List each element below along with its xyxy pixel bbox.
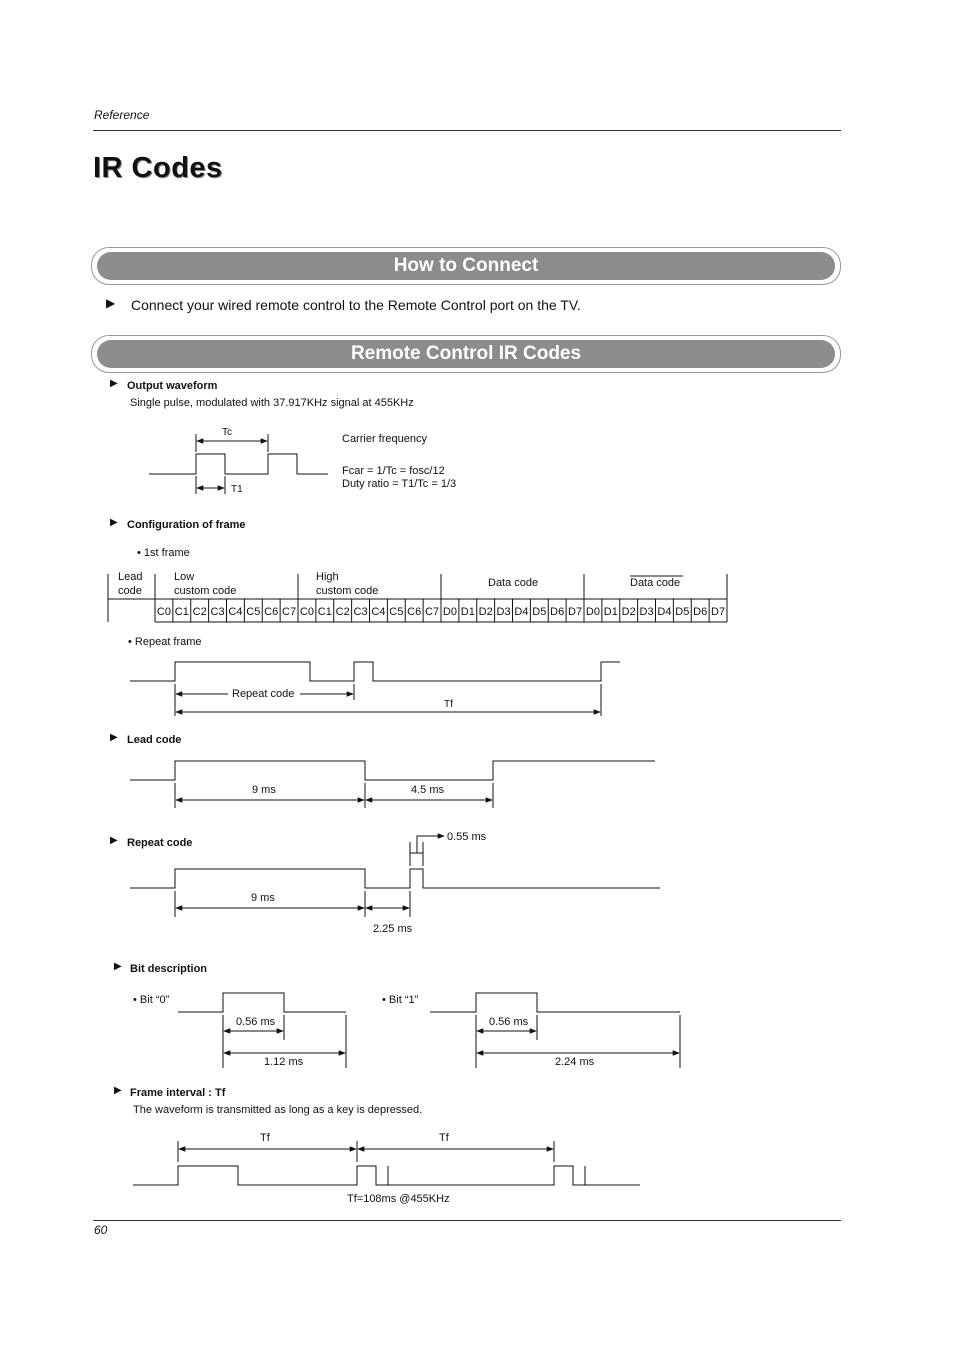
repeat-code-heading: Repeat code xyxy=(127,837,193,849)
repeat-code-label: Repeat code xyxy=(232,688,295,700)
output-waveform-heading: Output waveform xyxy=(127,380,218,392)
frame-cell-d6: D6 xyxy=(693,606,708,618)
first-frame-label: • 1st frame xyxy=(137,547,190,559)
frame-cell-d0: D0 xyxy=(442,606,457,618)
bit1-2.24ms-label: 2.24 ms xyxy=(555,1056,595,1068)
connect-instruction: Connect your wired remote control to the Remote Control port on the TV. xyxy=(131,297,581,313)
frame-cell-c4: C4 xyxy=(228,606,243,618)
repeat-2.25ms-label: 2.25 ms xyxy=(373,923,413,935)
frame-cell-c3: C3 xyxy=(210,606,225,618)
frame-config-heading: Configuration of frame xyxy=(127,519,246,531)
frame-cell-d0: D0 xyxy=(585,606,600,618)
how-to-connect-title: How to Connect xyxy=(97,252,835,280)
frame-cell-d1: D1 xyxy=(460,606,475,618)
high-custom-line2: custom code xyxy=(316,585,379,597)
frame-cell-c5: C5 xyxy=(389,606,404,618)
frame-cell-d6: D6 xyxy=(550,606,565,618)
tf2-label: Tf xyxy=(439,1132,449,1144)
bit0-waveform xyxy=(178,993,346,1012)
frame-cell-d3: D3 xyxy=(496,606,511,618)
frame-cell-c4: C4 xyxy=(371,606,386,618)
frame-cell-c0: C0 xyxy=(156,606,171,618)
bit1-waveform xyxy=(430,993,680,1012)
tf1-label: Tf xyxy=(260,1132,270,1144)
bit1-label: • Bit “1” xyxy=(382,994,419,1006)
data-code-label: Data code xyxy=(488,577,539,589)
repeat-9ms-label: 9 ms xyxy=(251,892,275,904)
carrier-frequency-label: Carrier frequency xyxy=(342,433,427,445)
high-custom-line1: High xyxy=(316,571,339,583)
bullet-triangle-icon: ▶ xyxy=(110,378,118,389)
frame-cell-d5: D5 xyxy=(532,606,547,618)
frame-cell-c1: C1 xyxy=(174,606,189,618)
frame-cell-d5: D5 xyxy=(675,606,690,618)
footer-rule xyxy=(93,1220,841,1221)
frame-cell-c2: C2 xyxy=(192,606,207,618)
frame-cell-d2: D2 xyxy=(478,606,493,618)
page-title: IR Codes xyxy=(93,152,223,184)
bullet-triangle-icon: ▶ xyxy=(110,835,118,846)
frame-cell-d1: D1 xyxy=(603,606,618,618)
lead-code-waveform xyxy=(130,761,655,780)
frame-cell-c7: C7 xyxy=(282,606,297,618)
frame-cell-d4: D4 xyxy=(657,606,672,618)
lead-9ms-label: 9 ms xyxy=(252,784,276,796)
bullet-triangle-icon: ▶ xyxy=(110,732,118,743)
repeat-0.55ms-label: 0.55 ms xyxy=(447,831,487,843)
lead-code-cell-line1: Lead xyxy=(118,571,143,583)
t1-label: T1 xyxy=(231,484,243,495)
frame-cell-d4: D4 xyxy=(514,606,529,618)
repeat-frame-label: • Repeat frame xyxy=(128,636,202,648)
bullet-triangle-icon: ▶ xyxy=(110,517,118,528)
frame-interval-waveform xyxy=(133,1166,640,1185)
bit1-0.56ms-label: 0.56 ms xyxy=(489,1016,529,1028)
frame-cell-c5: C5 xyxy=(246,606,261,618)
frame-cell-c0: C0 xyxy=(299,606,314,618)
data-code-inverted-label: Data code xyxy=(630,577,681,589)
bullet-triangle-icon: ▶ xyxy=(114,1085,122,1096)
tf-note: Tf=108ms @455KHz xyxy=(347,1193,450,1205)
frame-cell-c6: C6 xyxy=(407,606,422,618)
frame-cell-d2: D2 xyxy=(621,606,636,618)
frame-cell-c2: C2 xyxy=(335,606,350,618)
bit-description-heading: Bit description xyxy=(130,963,208,975)
bit0-0.56ms-label: 0.56 ms xyxy=(236,1016,276,1028)
carrier-waveform xyxy=(149,454,328,474)
frame-cell-d7: D7 xyxy=(711,606,726,618)
frame-cell-d3: D3 xyxy=(639,606,654,618)
fcar-formula: Fcar = 1/Tc = fosc/12 xyxy=(342,465,445,477)
bullet-triangle-icon: ▶ xyxy=(106,296,116,310)
frame-cell-c1: C1 xyxy=(317,606,332,618)
repeat-code-waveform xyxy=(130,869,660,888)
lead-code-heading: Lead code xyxy=(127,734,182,746)
remote-codes-title: Remote Control IR Codes xyxy=(97,340,835,368)
bullet-triangle-icon: ▶ xyxy=(114,961,122,972)
frame-cell-c6: C6 xyxy=(264,606,279,618)
page-number: 60 xyxy=(94,1223,108,1237)
bit0-label: • Bit “0” xyxy=(133,994,170,1006)
frame-interval-desc: The waveform is transmitted as long as a key is depressed. xyxy=(133,1104,423,1116)
low-custom-line1: Low xyxy=(174,571,195,583)
tc-label: Tc xyxy=(222,427,232,438)
bit0-1.12ms-label: 1.12 ms xyxy=(264,1056,304,1068)
frame-cell-d7: D7 xyxy=(568,606,583,618)
frame-cell-c3: C3 xyxy=(353,606,368,618)
lead-4.5ms-label: 4.5 ms xyxy=(411,784,445,796)
lead-code-cell-line2: code xyxy=(118,585,142,597)
duty-ratio-formula: Duty ratio = T1/Tc = 1/3 xyxy=(342,478,457,490)
frame-interval-heading: Frame interval : Tf xyxy=(130,1087,226,1099)
output-waveform-desc: Single pulse, modulated with 37.917KHz signal at 455KHz xyxy=(130,397,414,409)
tf-label: Tf xyxy=(444,699,453,710)
section-label: Reference xyxy=(94,108,150,122)
repeat-frame-waveform xyxy=(130,662,620,681)
frame-cell-c7: C7 xyxy=(425,606,440,618)
low-custom-line2: custom code xyxy=(174,585,237,597)
